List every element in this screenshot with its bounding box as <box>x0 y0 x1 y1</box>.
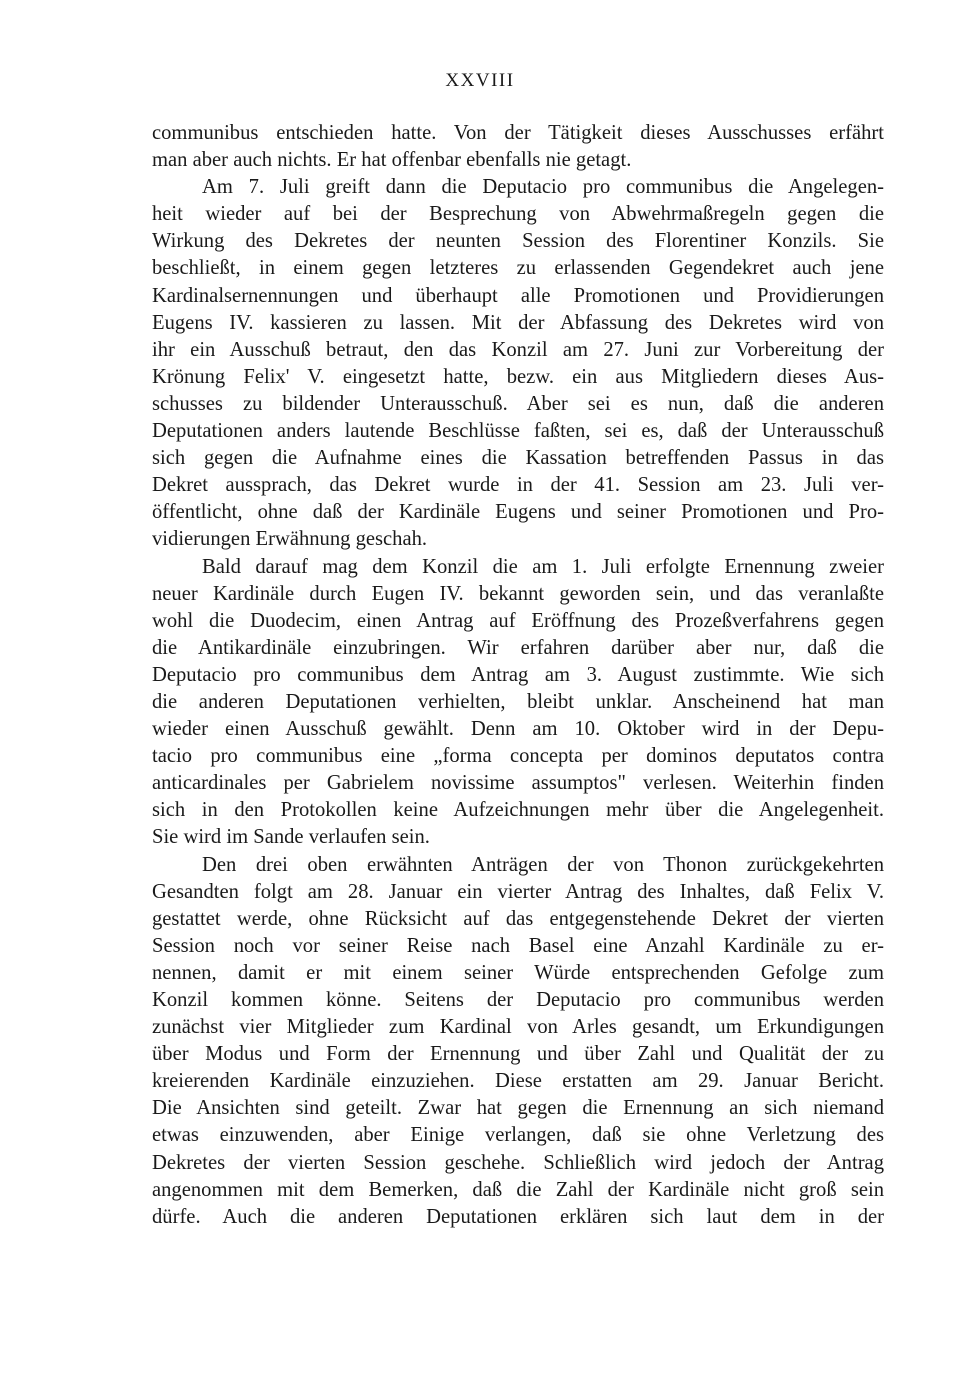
text-line: Eugens IV. kassieren zu lassen. Mit der Abfassung des Dekretes wird von <box>152 311 884 334</box>
text-line: gestattet werde, ohne Rücksicht auf das entgegenstehende Dekret der vierten <box>152 907 884 930</box>
text-line: neuer Kardinäle durch Eugen IV. bekannt geworden sein, und das veranlaßte <box>152 582 884 605</box>
text-line: Dekret aussprach, das Dekret wurde in der 41. Session am 23. Juli ver- <box>152 474 884 497</box>
text-line: Den drei oben erwähnten Anträgen der von Thonon zurückgekehrten <box>202 853 884 876</box>
text-line: wieder einen Ausschuß gewählt. Denn am 10. Oktober wird in der Depu- <box>152 718 884 741</box>
paragraph <box>152 120 884 174</box>
body-text <box>152 120 884 1231</box>
text-line: Am 7. Juli greift dann die Deputacio pro communibus die Angelegen- <box>202 176 884 199</box>
text-line: Kardinalsernennungen und überhaupt alle Promotionen und Providierungen <box>152 284 884 307</box>
text-line: zunächst vier Mitglieder zum Kardinal von Arles gesandt, um Erkundigungen <box>152 1016 884 1039</box>
text-line: anticardinales per Gabrielem novissime assumptos" verlesen. Weiterhin finden <box>152 772 884 795</box>
text-line: öffentlicht, ohne daß der Kardinäle Eugens und seiner Promotionen und Pro- <box>152 501 884 524</box>
text-line: vidierungen Erwähnung geschah. <box>152 528 428 551</box>
text-line: sich in den Protokollen keine Aufzeichnungen mehr über die Angelegenheit. <box>152 799 884 822</box>
text-line: sich gegen die Aufnahme eines die Kassation betreffenden Passus in das <box>152 447 884 470</box>
text-line: die anderen Deputationen verhielten, bleibt unklar. Anscheinend hat man <box>152 690 884 713</box>
text-line: Gesandten folgt am 28. Januar ein vierter Antrag des Inhaltes, daß Felix V. <box>152 880 884 903</box>
text-line: über Modus und Form der Ernennung und über Zahl und Qualität der zu <box>152 1043 884 1066</box>
text-line: nennen, damit er mit einem seiner Würde entsprechenden Gefolge zum <box>152 961 884 984</box>
text-line: Bald darauf mag dem Konzil die am 1. Juli erfolgte Ernennung zweier <box>202 555 884 578</box>
text-line: communibus entschieden hatte. Von der Tätigkeit dieses Ausschusses erfährt <box>152 122 884 144</box>
paragraph <box>152 852 884 1231</box>
text-line: Deputationen anders lautende Beschlüsse faßten, sei es, daß der Unterausschuß <box>152 420 884 443</box>
text-line: ihr ein Ausschuß betraut, den das Konzil am 27. Juni zur Vorbereitung der <box>152 338 884 361</box>
text-line: kreierenden Kardinäle einzuziehen. Diese erstatten am 29. Januar Bericht. <box>152 1070 884 1093</box>
text-line: die Antikardinäle einzubringen. Wir erfahren darüber aber nur, daß die <box>152 636 884 659</box>
text-line: Konzil kommen könne. Seitens der Deputacio pro communibus werden <box>152 989 884 1011</box>
text-line: Deputacio pro communibus dem Antrag am 3. August zustimmte. Wie sich <box>152 663 884 686</box>
text-line: schusses zu bildender Unterausschuß. Aber sei es nun, daß die anderen <box>152 392 884 415</box>
paragraph <box>152 554 884 852</box>
text-line: beschließt, in einem gegen letzteres zu erlassenden Gegendekret auch jene <box>152 257 884 280</box>
text-line: Wirkung des Dekretes der neunten Session des Florentiner Konzils. Sie <box>152 230 884 253</box>
text-line: man aber auch nichts. Er hat offenbar ebenfalls nie getagt. <box>152 149 632 172</box>
text-line: Krönung Felix' V. eingesetzt hatte, bezw. ein aus Mitgliedern dieses Aus- <box>152 365 884 388</box>
page-number: XXVIII <box>445 70 515 91</box>
text-line: Sie wird im Sande verlaufen sein. <box>152 826 430 849</box>
text-line: Session noch vor seiner Reise nach Basel eine Anzahl Kardinäle zu er- <box>152 934 884 957</box>
text-line: heit wieder auf bei der Besprechung von Abwehrmaßregeln gegen die <box>152 203 884 226</box>
text-line: Die Ansichten sind geteilt. Zwar hat gegen die Ernennung an sich niemand <box>152 1097 884 1120</box>
text-line: etwas einzuwenden, aber Einige verlangen, daß sie ohne Verletzung des <box>152 1124 884 1147</box>
text-line: angenommen mit dem Bemerken, daß die Zahl der Kardinäle nicht groß sein <box>152 1178 884 1201</box>
text-line: dürfe. Auch die anderen Deputationen erklären sich laut dem in der <box>152 1205 884 1228</box>
text-line: tacio pro communibus eine „forma concepta per dominos deputatos contra <box>152 745 884 768</box>
text-line: wohl die Duodecim, einen Antrag auf Eröffnung des Prozeßverfahrens gegen <box>152 609 884 632</box>
text-line: Dekretes der vierten Session geschehe. Schließlich wird jedoch der Antrag <box>152 1151 884 1174</box>
paragraph <box>152 174 884 553</box>
